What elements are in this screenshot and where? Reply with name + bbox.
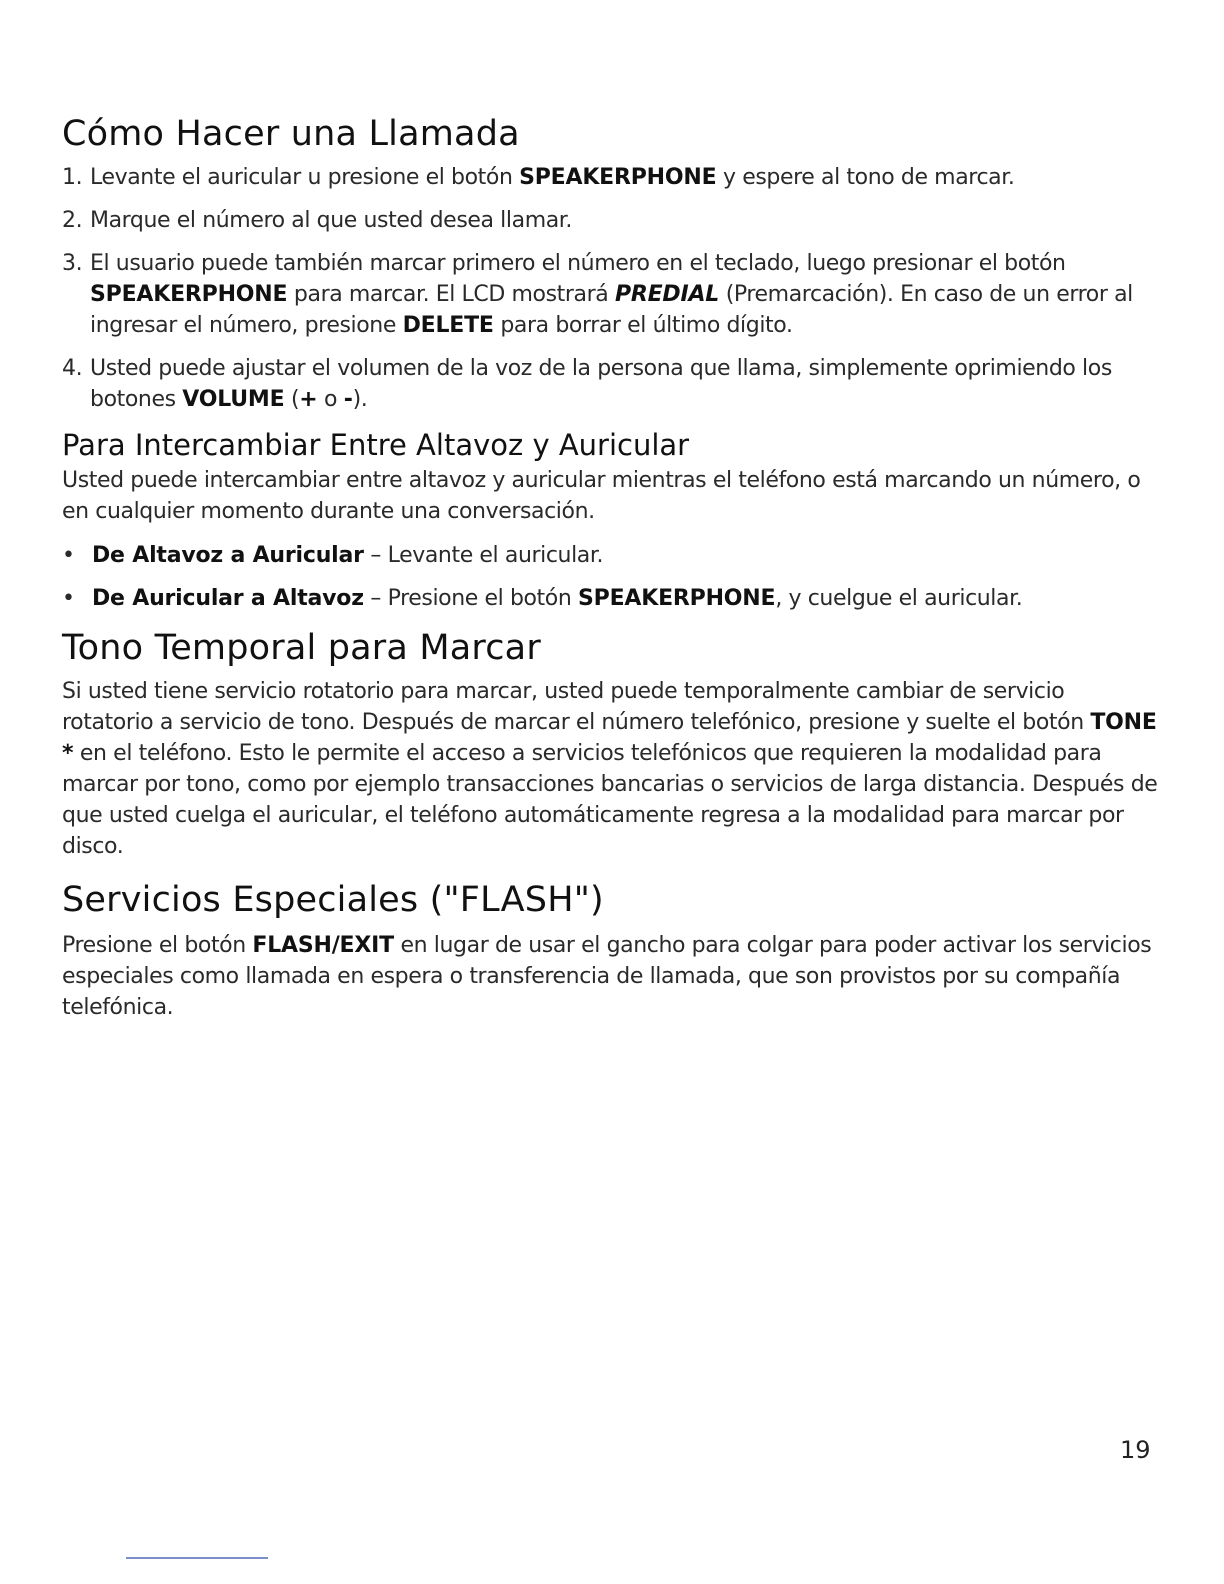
bullet-text: – Presione el botón [363, 586, 578, 611]
step-text: o [317, 387, 344, 412]
paragraph-text: Presione el botón [62, 933, 253, 958]
section-paragraph [62, 930, 1162, 1023]
step-number: 1. [62, 165, 83, 190]
section-intro: Usted puede intercambiar entre altavoz y auricular mientras el teléfono está marcando un número, o en cualquier momento durante una conversación. [62, 468, 1141, 524]
button-name: VOLUME [182, 387, 285, 412]
step-1 [62, 162, 1162, 193]
bullet-list [62, 540, 1162, 614]
button-name: FLASH/EXIT [252, 933, 394, 958]
step-text: ). [352, 387, 368, 412]
section-title-switching: Para Intercambiar Entre Altavoz y Auricular [62, 428, 690, 462]
step-3 [62, 248, 1162, 341]
bullet-text: – Levante el auricular. [363, 543, 604, 568]
step-number: 2. [62, 208, 83, 233]
paragraph-text: en lugar de usar el gancho para colgar para poder activar los servicios especiales como llamada en espera o transferencia de llamada, que son provistos por su compañía telefónica. [62, 933, 1152, 1020]
step-4 [62, 353, 1162, 415]
step-2 [62, 205, 1162, 236]
bullet-item [62, 583, 1162, 614]
paragraph-text: en el teléfono. Esto le permite el acceso a servicios telefónicos que requieren la modalidad para marcar por tono, como por ejemplo transacciones bancarias o servicios de larga distancia. Después de que usted cuelga el auricular, el teléfono automáticamente regresa a la modalidad para marcar por disco. [62, 741, 1158, 859]
step-number: 4. [62, 356, 83, 381]
steps-list [62, 162, 1162, 415]
step-text: ( [284, 387, 300, 412]
step-number: 3. [62, 251, 83, 276]
step-text: (Premarcación). En caso de un error al ingresar el número, presione [90, 282, 1133, 338]
manual-page [62, 112, 1162, 1023]
step-text: Levante el auricular u presione el botón [90, 165, 520, 190]
bullet-label: De Altavoz a Auricular [92, 543, 364, 568]
footer-rule [126, 1557, 268, 1559]
section-paragraph [62, 676, 1162, 862]
button-name: TONE * [62, 710, 1157, 766]
section-title-temporary-tone: Tono Temporal para Marcar [62, 628, 541, 668]
page-number: 19 [1120, 1436, 1151, 1464]
step-text: y espere al tono de marcar. [716, 165, 1015, 190]
bullet-icon: • [62, 586, 75, 611]
step-text: para borrar el último dígito. [493, 313, 793, 338]
button-name: SPEAKERPHONE [578, 586, 776, 611]
button-name: + [299, 387, 318, 412]
step-text: Usted puede ajustar el volumen de la voz de la persona que llama, simplemente oprimiendo los botones [90, 356, 1112, 412]
step-text: Marque el número al que usted desea llamar. [90, 208, 573, 233]
lcd-message: PREDIAL [614, 282, 720, 307]
step-text: para marcar. El LCD mostrará [287, 282, 615, 307]
step-text: El usuario puede también marcar primero el número en el teclado, luego presionar el botón [90, 251, 1066, 276]
bullet-label: De Auricular a Altavoz [92, 586, 364, 611]
button-name: DELETE [402, 313, 494, 338]
bullet-text: , y cuelgue el auricular. [775, 586, 1023, 611]
button-name: SPEAKERPHONE [519, 165, 717, 190]
section-title-making-call: Cómo Hacer una Llamada [62, 114, 520, 154]
bullet-icon: • [62, 543, 75, 568]
paragraph-text: Si usted tiene servicio rotatorio para marcar, usted puede temporalmente cambiar de servicio rotatorio a servicio de tono. Después de marcar el número telefónico, presione y suelte el botón [62, 679, 1091, 735]
section-title-special-services: Servicios Especiales ("FLASH") [62, 880, 604, 920]
bullet-item [62, 540, 1162, 571]
button-name: SPEAKERPHONE [90, 282, 288, 307]
button-name: - [343, 387, 353, 412]
